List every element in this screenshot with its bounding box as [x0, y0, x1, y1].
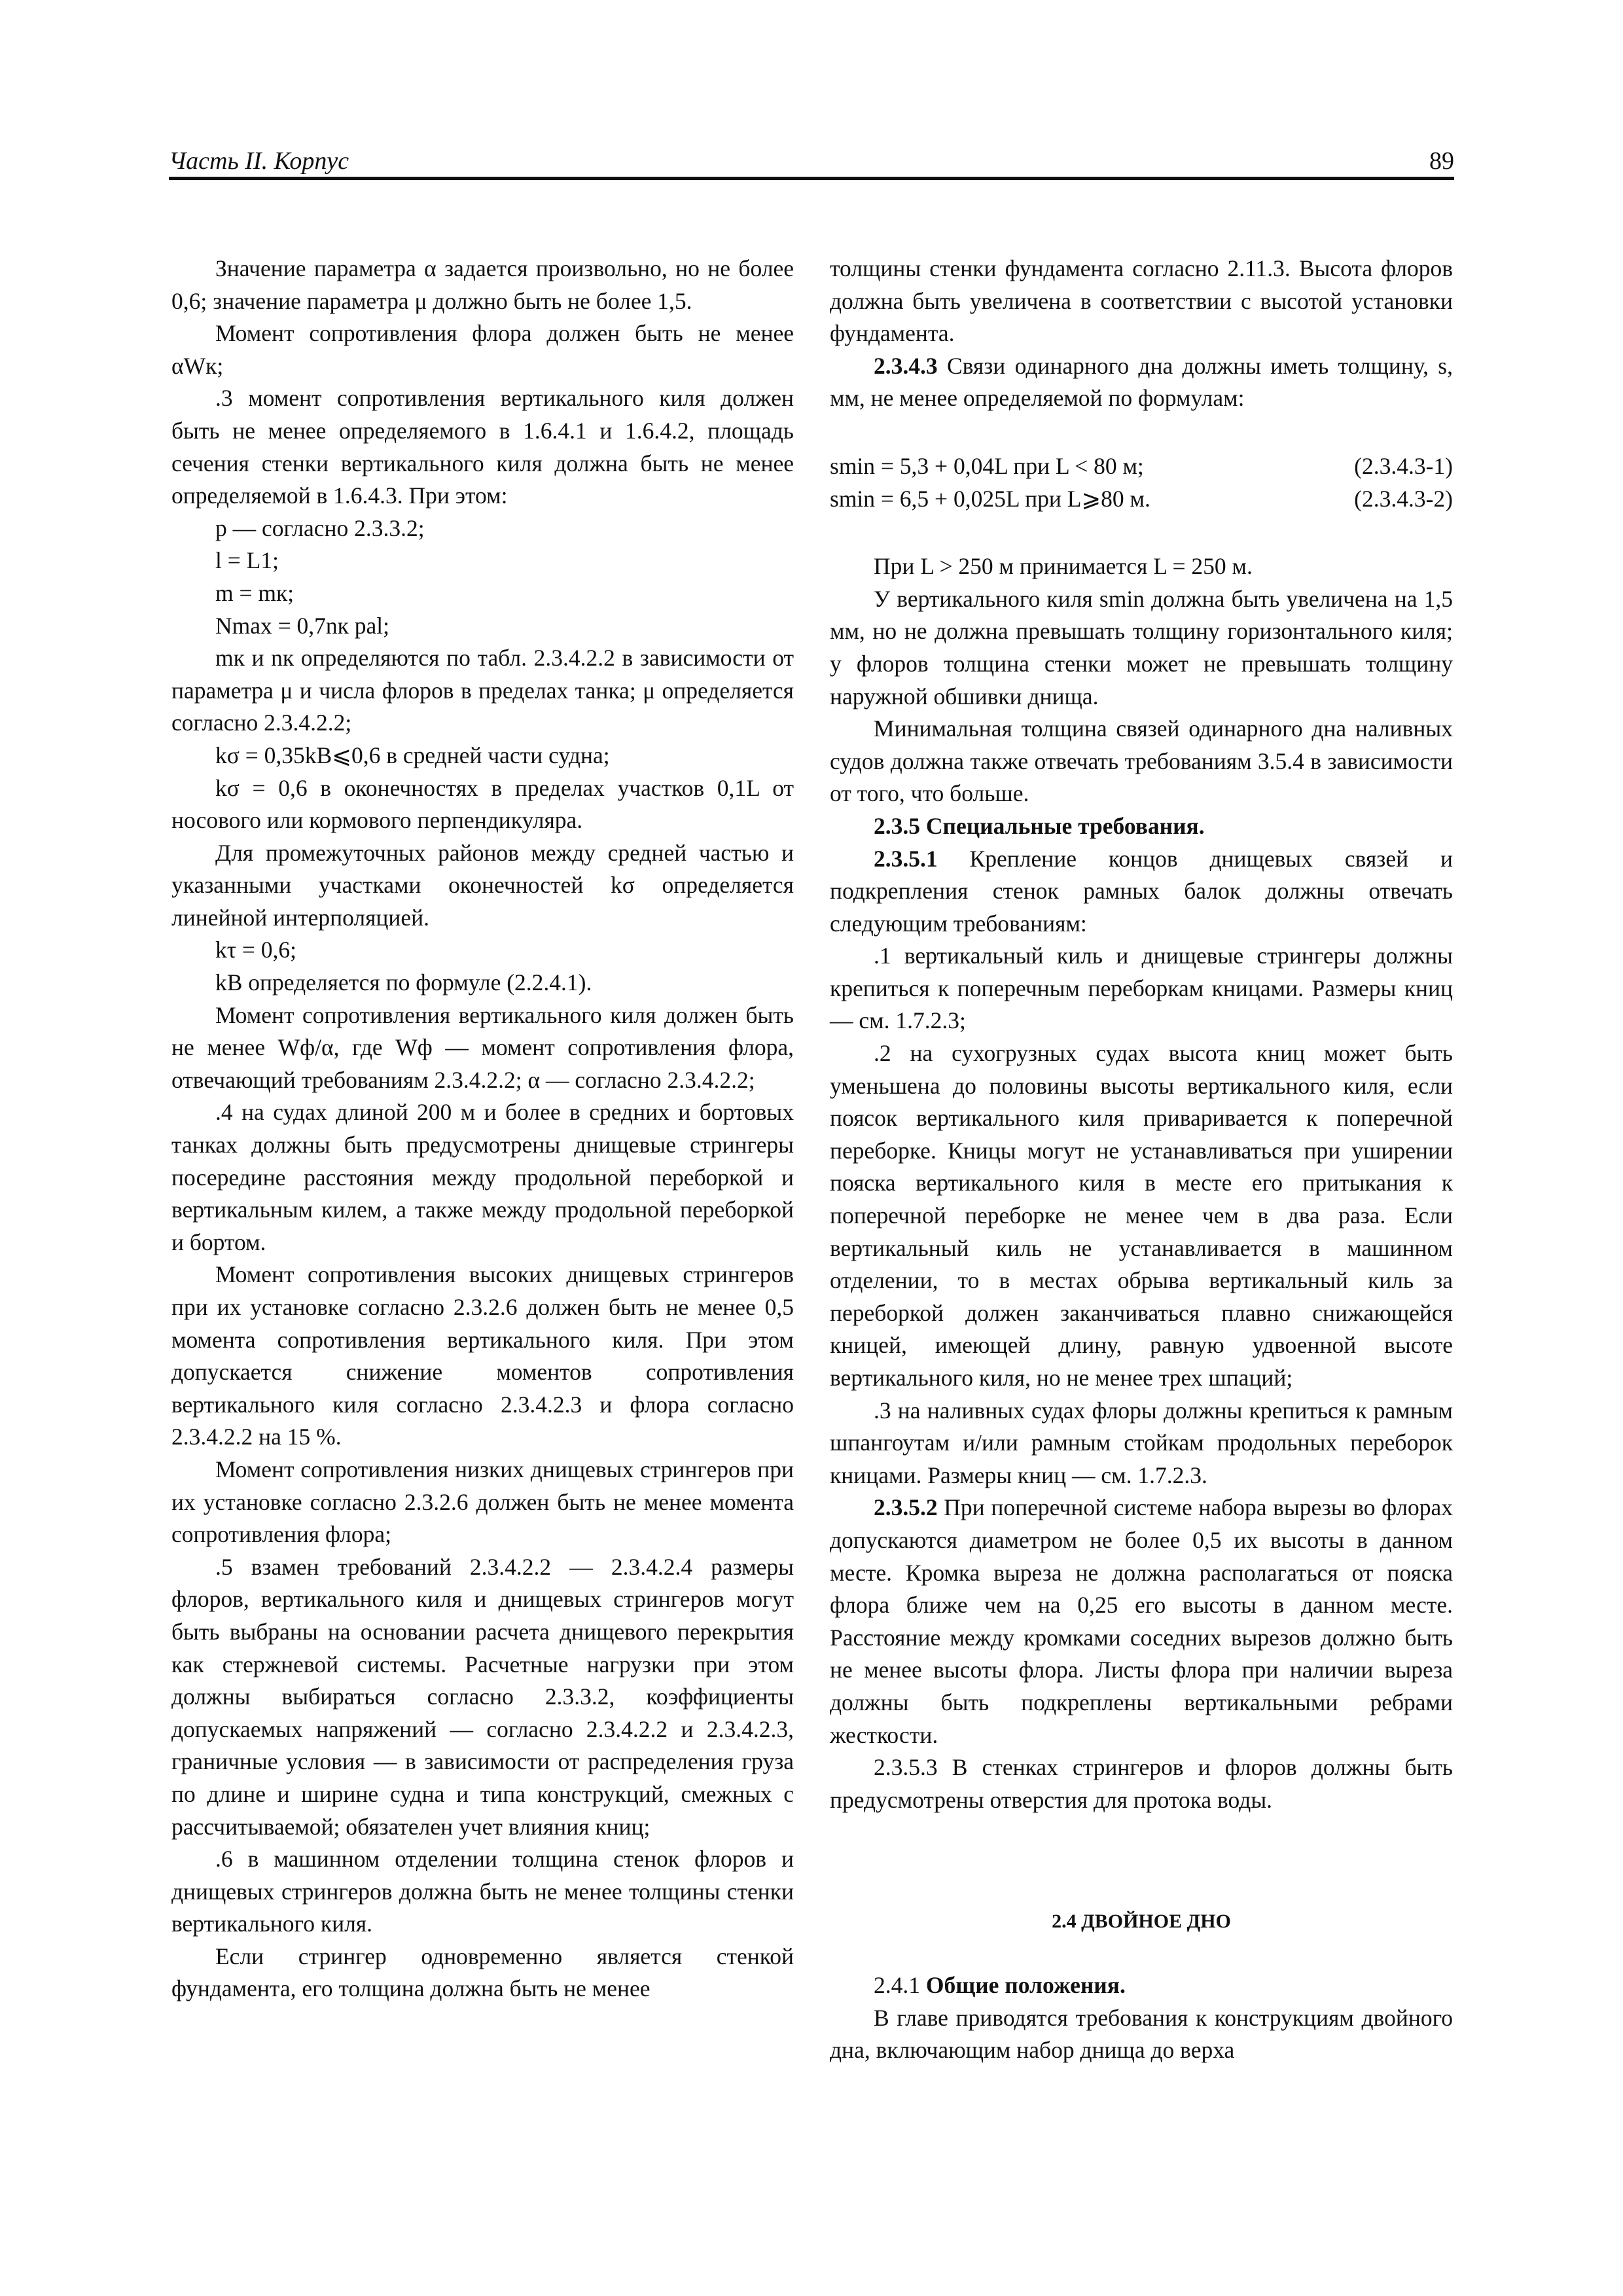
- clause-number: 2.3.5.1: [874, 845, 938, 872]
- definition-line: kτ = 0,6;: [215, 937, 297, 963]
- formula-number: (2.3.4.3-1): [1354, 452, 1453, 479]
- paragraph: толщины стенки фундамента согласно 2.11.3. Высота флоров должна быть увеличена в соответствии с высотой установки фундамента.: [830, 255, 1453, 347]
- spacer: [830, 515, 1453, 550]
- running-header: [169, 147, 1454, 178]
- definition-line: Nmax = 0,7nк pal;: [215, 612, 390, 639]
- chapter-heading: 2.4 ДВОЙНОЕ ДНО: [1052, 1910, 1231, 1933]
- formula-2: [830, 483, 1453, 516]
- paragraph: kσ = 0,6 в оконечностях в пределах участков 0,1L от носового или кормового перпендикуляра.: [171, 774, 794, 834]
- paragraph: Минимальная толщина связей одинарного дна наливных судов должна также отвечать требованиям 3.5.4 в зависимости от того, что больше.: [830, 715, 1453, 807]
- paragraph: Если стрингер одновременно является стенкой фундамента, его толщина должна быть не менее: [171, 1943, 794, 2002]
- spacer: [830, 415, 1453, 450]
- paragraph: .5 взамен требований 2.3.4.2.2 — 2.3.4.2.4 размеры флоров, вертикального киля и днищевых стрингеров могут быть выбраны на основании расчета днищевого перекрытия как стержневой системы. Расчетные нагрузки при этом должны выбираться согласно 2.3.3.2, коэффициенты допускаемых напряжений — согласно 2.3.4.2.2 и 2.3.4.2.3, граничные условия — в зависимости от распределения груза по длине и ширине судна и типа конструкций, смежных с рассчитываемой; обязателен учет влияния книц;: [171, 1553, 794, 1840]
- left-column: [171, 253, 794, 2005]
- section-number: 2.4.1: [874, 1971, 920, 1998]
- clause-text: Связи одинарного дна должны иметь толщину, s, мм, не менее определяемой по формулам:: [830, 352, 1453, 412]
- formula-1: [830, 450, 1453, 483]
- paragraph: Для промежуточных районов между средней частью и указанными участками оконечностей kσ определяется линейной интерполяцией.: [171, 839, 794, 931]
- clause-text: При поперечной системе набора вырезы во флорах допускаются диаметром не более 0,5 их высоты в данном месте. Кромка выреза не должна располагаться от пояска флора ближе чем на 0,25 его высоты в данном месте. Расстояние между кромками соседних вырезов должно быть не менее высоты флора. Листы флора при наличии выреза должны быть подкреплены вертикальными ребрами жесткости.: [830, 1494, 1453, 1748]
- clause-text: Крепление концов днищевых связей и подкрепления стенок рамных балок должны отвечать следующим требованиям:: [830, 845, 1454, 937]
- formula-number: (2.3.4.3-2): [1354, 485, 1453, 512]
- paragraph: При L > 250 м принимается L = 250 м.: [874, 553, 1253, 580]
- paragraph: Момент сопротивления флора должен быть не менее αWк;: [171, 320, 794, 379]
- paragraph: .2 на сухогрузных судах высота книц может быть уменьшена до половины высоты вертикального киля, если поясок вертикального киля приваривается к поперечной переборке. Кницы могут не устанавливаться при уширении пояска вертикального киля в месте его притыкания к поперечной переборке не менее чем в два раза. Если вертикальный киль не устанавливается в машинном отделении, то в местах обрыва вертикальный киль за переборкой должен заканчиваться плавно снижающейся кницей, имеющей длину, равную удвоенной высоте вертикального киля, но не менее трех шпаций;: [830, 1040, 1453, 1391]
- paragraph: Момент сопротивления низких днищевых стрингеров при их установке согласно 2.3.2.6 должен быть не менее момента сопротивления флора;: [171, 1456, 794, 1548]
- paragraph-2-3-4-3: [830, 350, 1453, 415]
- definition-line: m = mк;: [215, 579, 294, 606]
- header-rule: [169, 177, 1454, 180]
- section-2-3-5: [830, 810, 1453, 843]
- definition-line: kB определяется по формуле (2.2.4.1).: [215, 969, 592, 996]
- right-column: [830, 253, 1453, 2067]
- paragraph: .1 вертикальный киль и днищевые стрингеры должны крепиться к поперечным переборкам кницами. Размеры книц — см. 1.7.2.3;: [830, 942, 1453, 1034]
- paragraph: Значение параметра α задается произвольно, но не более 0,6; значение параметра μ должно быть не более 1,5.: [171, 255, 794, 314]
- formula-expression: smin = 5,3 + 0,04L при L < 80 м;: [830, 452, 1144, 479]
- section-title: Специальные требования.: [925, 812, 1205, 839]
- section-title: Общие положения.: [925, 1971, 1126, 1998]
- paragraph: .4 на судах длиной 200 м и более в средних и бортовых танках должны быть предусмотрены днищевые стрингеры посередине расстояния между продольной переборкой и вертикальным килем, а также между продольной переборкой и бортом.: [171, 1099, 794, 1255]
- paragraph: Момент сопротивления высоких днищевых стрингеров при их установке согласно 2.3.2.6 должен быть не менее 0,5 момента сопротивления вертикального киля. При этом допускается снижение моментов сопротивления вертикального киля согласно 2.3.4.2.3 и флора согласно 2.3.4.2.2 на 15 %.: [171, 1261, 794, 1450]
- section-2-4-1: [830, 1969, 1453, 2002]
- paragraph-2-3-5-1: [830, 843, 1453, 941]
- definition-line: p — согласно 2.3.3.2;: [215, 514, 425, 541]
- paragraph: .3 на наливных судах флоры должны крепиться к рамным шпангоутам и/или рамным стойкам продольных переборок кницами. Размеры книц — см. 1.7.2.3.: [830, 1397, 1453, 1488]
- paragraph: Момент сопротивления вертикального киля должен быть не менее Wф/α, где Wф — момент сопротивления флора, отвечающий требованиям 2.3.4.2.2; α — согласно 2.3.4.2.2;: [171, 1001, 794, 1093]
- paragraph: mк и nк определяются по табл. 2.3.4.2.2 в зависимости от параметра μ и числа флоров в пределах танка; μ определяется согласно 2.3.4.2.2;: [171, 645, 794, 736]
- definition-line: l = L1;: [215, 547, 279, 574]
- formula-expression: smin = 6,5 + 0,025L при L⩾80 м.: [830, 485, 1150, 512]
- part-title: Часть II. Корпус: [169, 147, 349, 175]
- clause-number: 2.3.4.3: [874, 352, 938, 379]
- clause-number: 2.3.5.2: [874, 1494, 938, 1521]
- paragraph: 2.3.5.3 В стенках стрингеров и флоров должны быть предусмотрены отверстия для протока воды.: [830, 1754, 1453, 1813]
- paragraph: .6 в машинном отделении толщина стенок флоров и днищевых стрингеров должна быть не менее толщины стенки вертикального киля.: [171, 1846, 794, 1937]
- paragraph: .3 момент сопротивления вертикального киля должен быть не менее определяемого в 1.6.4.1 и 1.6.4.2, площадь сечения стенки вертикального киля должна быть не менее определяемой в 1.6.4.3. При этом:: [171, 385, 794, 509]
- page-number: 89: [1429, 147, 1454, 175]
- paragraph-2-3-5-2: [830, 1492, 1453, 1751]
- section-number: 2.3.5: [874, 812, 920, 839]
- paragraph: В главе приводятся требования к конструкциям двойного дна, включающим набор днища до верха: [830, 2004, 1453, 2064]
- paragraph: У вертикального киля smin должна быть увеличена на 1,5 мм, но не должна превышать толщину горизонтального киля; у флоров толщина стенки может не превышать толщину наружной обшивки днища.: [830, 585, 1453, 709]
- definition-line: kσ = 0,35kB⩽0,6 в средней части судна;: [215, 742, 610, 768]
- spacer: [830, 1938, 1453, 1969]
- spacer: [830, 1816, 1453, 1905]
